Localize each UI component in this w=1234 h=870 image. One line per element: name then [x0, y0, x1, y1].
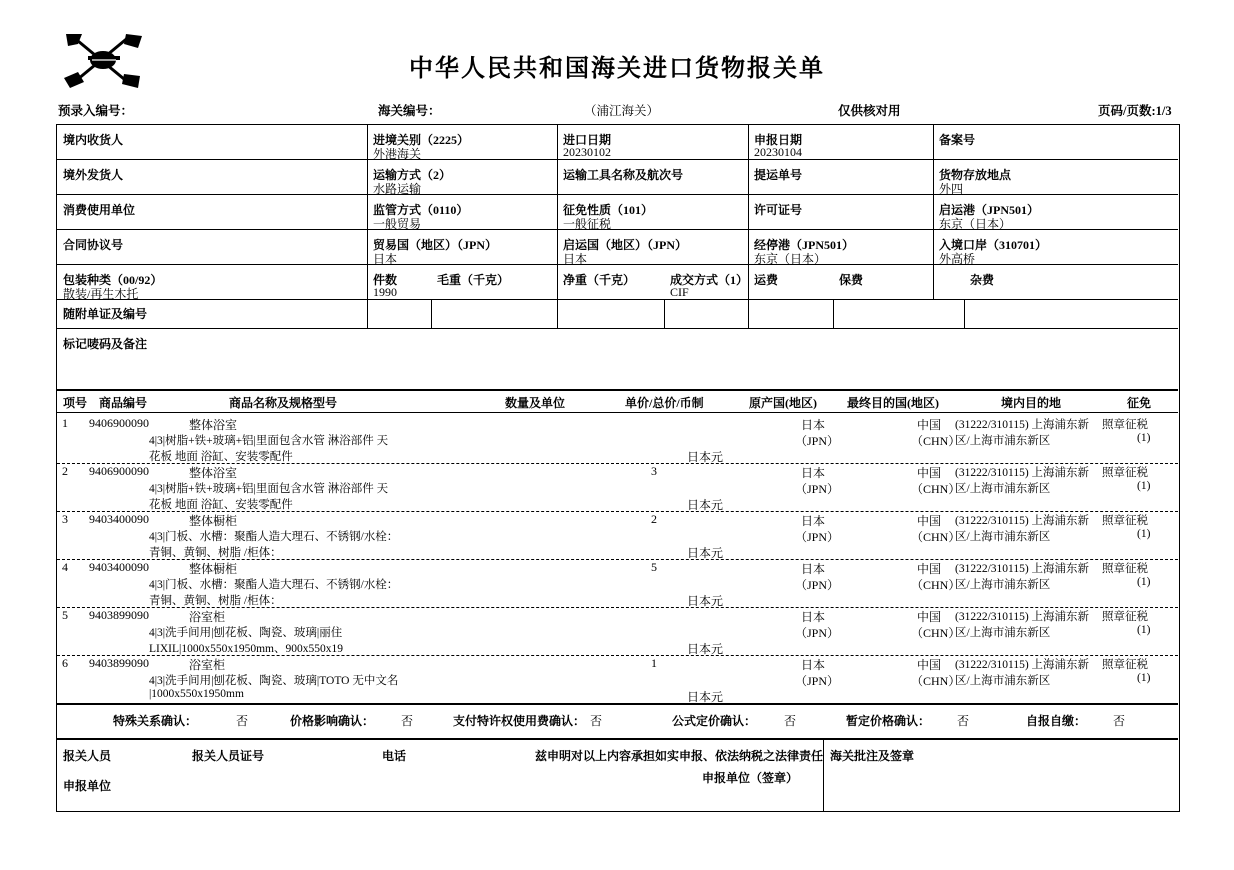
- supervision-label: 监管方式（0110）: [373, 203, 469, 217]
- goods-origin-code: （JPN）: [795, 674, 840, 688]
- goods-origin-code: （JPN）: [795, 626, 840, 640]
- import-date-label: 进口日期: [563, 133, 612, 147]
- goods-spec-1: 4|3|门板、水槽：聚酯人造大理石、不锈钢/水栓：: [149, 531, 399, 543]
- consignor-label: 境外发货人: [63, 168, 124, 182]
- trade-terms-label: 成交方式（1）: [670, 273, 749, 287]
- goods-spec-2: 青铜、黄铜、树脂 /柜体：: [149, 595, 282, 607]
- transit-port-value: 东京（日本）: [754, 252, 827, 266]
- entry-port-value: 外港海关: [373, 147, 422, 161]
- goods-levy-1: 照章征税: [1102, 563, 1148, 575]
- goods-levy-2: (1): [1137, 528, 1151, 540]
- goods-domestic-dest-1: (31222/310115) 上海浦东新: [955, 515, 1090, 527]
- entry-port-label: 进境关别（2225）: [373, 133, 470, 147]
- departure-port-label: 启运港（JPN501）: [939, 203, 1039, 217]
- declare-date-value: 20230104: [754, 145, 802, 159]
- transport-mode-label: 运输方式（2）: [373, 168, 452, 182]
- departure-country-value: 日本: [563, 252, 588, 266]
- goods-spec-1: 4|3|树脂+铁+玻璃+铝|里面包含水管 淋浴部件 天: [149, 483, 389, 495]
- goods-name: 整体橱柜: [189, 514, 238, 528]
- goods-origin: 日本: [801, 562, 826, 576]
- goods-levy-2: (1): [1137, 432, 1151, 444]
- consumer-label: 消费使用单位: [63, 203, 136, 217]
- goods-spec-2: LIXIL|1000x550x1950mm、900x550x19: [149, 643, 343, 655]
- col-qty-unit: 数量及单位: [505, 396, 566, 410]
- declare-date-label: 申报日期: [754, 133, 803, 147]
- levy-nature-label: 征免性质（101）: [563, 203, 654, 217]
- goods-levy-2: (1): [1137, 672, 1151, 684]
- package-count-label: 件数: [373, 273, 398, 287]
- goods-origin: 日本: [801, 514, 826, 528]
- goods-destination-code: （CHN）: [911, 578, 961, 592]
- misc-fee-label: 杂费: [970, 273, 995, 287]
- item-no: 1: [62, 416, 68, 430]
- goods-origin-code: （JPN）: [795, 482, 840, 496]
- goods-destination-code: （CHN）: [911, 530, 961, 544]
- goods-destination: 中国: [917, 514, 942, 528]
- statement-line-2: 申报单位（签章）: [702, 771, 799, 785]
- levy-nature-value: 一般征税: [563, 217, 612, 231]
- col-origin: 原产国(地区): [749, 396, 817, 410]
- goods-levy-1: 照章征税: [1102, 467, 1148, 479]
- goods-currency: 日本元: [687, 498, 724, 512]
- transit-port-label: 经停港（JPN501）: [754, 238, 854, 252]
- goods-origin: 日本: [801, 610, 826, 624]
- trade-country-value: 日本: [373, 252, 398, 266]
- goods-domestic-dest-2: 区/上海市浦东新区: [955, 483, 1051, 495]
- goods-spec-1: 4|3|树脂+铁+玻璃+铝|里面包含水管 淋浴部件 天: [149, 435, 389, 447]
- goods-qty: 5: [651, 560, 657, 574]
- freight-label: 运费: [754, 273, 779, 287]
- contract-no-label: 合同协议号: [63, 238, 124, 252]
- goods-destination: 中国: [917, 418, 942, 432]
- departure-port-value: 东京（日本）: [939, 217, 1012, 231]
- goods-name: 浴室柜: [189, 610, 226, 624]
- goods-destination-code: （CHN）: [911, 434, 961, 448]
- goods-levy-1: 照章征税: [1102, 611, 1148, 623]
- confirm-label-3: 公式定价确认：: [672, 714, 757, 728]
- goods-name: 整体橱柜: [189, 562, 238, 576]
- confirm-label-2: 支付特许权使用费确认：: [453, 714, 586, 728]
- goods-qty: 2: [651, 512, 657, 526]
- goods-destination: 中国: [917, 466, 942, 480]
- goods-destination-code: （CHN）: [911, 626, 961, 640]
- entry-border-value: 外高桥: [939, 252, 976, 266]
- goods-qty: 3: [651, 464, 657, 478]
- goods-currency: 日本元: [687, 690, 724, 704]
- hs-code: 9403899090: [89, 656, 149, 670]
- goods-spec-2: 青铜、黄铜、树脂 /柜体：: [149, 547, 282, 559]
- goods-spec-2: 花板 地面 浴缸、安装零配件: [149, 451, 293, 463]
- col-item-no: 项号: [63, 396, 88, 410]
- item-no: 3: [62, 512, 68, 526]
- statement-line-1: 兹申明对以上内容承担如实申报、依法纳税之法律责任: [535, 749, 824, 763]
- goods-qty: 1: [651, 656, 657, 670]
- confirm-label-0: 特殊关系确认：: [113, 714, 198, 728]
- gross-weight-label: 毛重（千克）: [437, 273, 510, 287]
- confirm-value-0: 否: [236, 714, 249, 728]
- goods-domestic-dest-2: 区/上海市浦东新区: [955, 675, 1051, 687]
- goods-currency: 日本元: [687, 642, 724, 656]
- confirm-label-4: 暂定价格确认：: [846, 714, 931, 728]
- import-date-value: 20230102: [563, 145, 611, 159]
- confirm-value-3: 否: [784, 714, 797, 728]
- goods-spec-1: 4|3|门板、水槽：聚酯人造大理石、不锈钢/水栓：: [149, 579, 399, 591]
- goods-origin: 日本: [801, 466, 826, 480]
- goods-domestic-dest-1: (31222/310115) 上海浦东新: [955, 467, 1090, 479]
- goods-domestic-dest-2: 区/上海市浦东新区: [955, 579, 1051, 591]
- col-domestic-dest: 境内目的地: [1001, 396, 1062, 410]
- goods-spec-2: |1000x550x1950mm: [149, 688, 244, 700]
- goods-levy-2: (1): [1137, 624, 1151, 636]
- confirm-label-1: 价格影响确认：: [290, 714, 375, 728]
- customs-no-label: 海关编号：: [378, 104, 441, 118]
- hs-code: 9403400090: [89, 560, 149, 574]
- transport-mode-value: 水路运输: [373, 182, 422, 196]
- col-destination: 最终目的国(地区): [847, 396, 939, 410]
- hs-code: 9403400090: [89, 512, 149, 526]
- insurance-label: 保费: [839, 273, 864, 287]
- trade-terms-value: CIF: [670, 285, 689, 299]
- item-no: 2: [62, 464, 68, 478]
- hs-code: 9406900090: [89, 416, 149, 430]
- col-price: 单价/总价/币制: [625, 396, 704, 410]
- goods-domestic-dest-2: 区/上海市浦东新区: [955, 627, 1051, 639]
- hs-code: 9403899090: [89, 608, 149, 622]
- page-title: 中华人民共和国海关进口货物报关单: [409, 56, 825, 82]
- goods-levy-1: 照章征税: [1102, 515, 1148, 527]
- goods-domestic-dest-1: (31222/310115) 上海浦东新: [955, 611, 1090, 623]
- customs-note-label: 海关批注及签章: [830, 749, 915, 763]
- item-no: 6: [62, 656, 68, 670]
- goods-name: 整体浴室: [189, 418, 238, 432]
- goods-levy-2: (1): [1137, 576, 1151, 588]
- marks-remarks-label: 标记唛码及备注: [63, 337, 148, 351]
- goods-levy-1: 照章征税: [1102, 659, 1148, 671]
- goods-spec-1: 4|3|洗手间用|刨花板、陶瓷、玻璃|丽住: [149, 627, 343, 639]
- record-no-label: 备案号: [939, 133, 976, 147]
- goods-location-value: 外四: [939, 182, 964, 196]
- confirm-value-1: 否: [401, 714, 414, 728]
- net-weight-label: 净重（千克）: [563, 273, 636, 287]
- goods-destination: 中国: [917, 562, 942, 576]
- entry-border-label: 入境口岸（310701）: [939, 238, 1048, 252]
- agent-label: 报关人员: [63, 749, 112, 763]
- pre-entry-no-label: 预录入编号：: [58, 104, 134, 118]
- goods-origin: 日本: [801, 418, 826, 432]
- goods-destination-code: （CHN）: [911, 482, 961, 496]
- bill-no-label: 提运单号: [754, 168, 803, 182]
- confirm-value-4: 否: [957, 714, 970, 728]
- watermark-text: 仅供核对用: [838, 104, 901, 118]
- goods-currency: 日本元: [687, 594, 724, 608]
- col-levy: 征免: [1127, 396, 1152, 410]
- confirm-label-5: 自报自缴：: [1026, 714, 1087, 728]
- license-label: 许可证号: [754, 203, 803, 217]
- goods-domestic-dest-2: 区/上海市浦东新区: [955, 435, 1051, 447]
- goods-domestic-dest-1: (31222/310115) 上海浦东新: [955, 659, 1090, 671]
- declaration-form-frame: [56, 124, 1180, 812]
- goods-levy-1: 照章征税: [1102, 419, 1148, 431]
- departure-country-label: 启运国（地区）（JPN）: [563, 238, 687, 252]
- agent-id-label: 报关人员证号: [192, 749, 265, 763]
- goods-spec-1: 4|3|洗手间用|刨花板、陶瓷、玻璃|TOTO 无中文名: [149, 675, 399, 687]
- col-goods-name: 商品名称及规格型号: [229, 396, 338, 410]
- vessel-label: 运输工具名称及航次号: [563, 168, 684, 182]
- hs-code: 9406900090: [89, 464, 149, 478]
- item-no: 4: [62, 560, 68, 574]
- supervision-value: 一般贸易: [373, 217, 422, 231]
- col-hs-code: 商品编号: [99, 396, 148, 410]
- goods-spec-2: 花板 地面 浴缸、安装零配件: [149, 499, 293, 511]
- goods-domestic-dest-2: 区/上海市浦东新区: [955, 531, 1051, 543]
- goods-destination-code: （CHN）: [911, 674, 961, 688]
- goods-domestic-dest-1: (31222/310115) 上海浦东新: [955, 563, 1090, 575]
- goods-destination: 中国: [917, 658, 942, 672]
- page-number: 页码/页数:1/3: [1098, 104, 1172, 118]
- goods-name: 浴室柜: [189, 658, 226, 672]
- goods-currency: 日本元: [687, 450, 724, 464]
- customs-district: （浦江海关）: [584, 104, 660, 118]
- confirm-value-2: 否: [590, 714, 603, 728]
- package-type-label: 包装种类（00/92）: [63, 273, 163, 287]
- goods-destination: 中国: [917, 610, 942, 624]
- confirm-value-5: 否: [1113, 714, 1126, 728]
- item-no: 5: [62, 608, 68, 622]
- goods-location-label: 货物存放地点: [939, 168, 1012, 182]
- consignee-label: 境内收货人: [63, 133, 124, 147]
- goods-domestic-dest-1: (31222/310115) 上海浦东新: [955, 419, 1090, 431]
- package-count-value: 1990: [373, 285, 397, 299]
- declare-unit-label: 申报单位: [63, 779, 112, 793]
- goods-origin-code: （JPN）: [795, 530, 840, 544]
- attached-docs-label: 随附单证及编号: [63, 307, 148, 321]
- goods-name: 整体浴室: [189, 466, 238, 480]
- goods-origin-code: （JPN）: [795, 434, 840, 448]
- trade-country-label: 贸易国（地区）（JPN）: [373, 238, 497, 252]
- goods-origin-code: （JPN）: [795, 578, 840, 592]
- goods-currency: 日本元: [687, 546, 724, 560]
- goods-origin: 日本: [801, 658, 826, 672]
- phone-label: 电话: [382, 749, 407, 763]
- goods-levy-2: (1): [1137, 480, 1151, 492]
- package-type-value: 散装/再生木托: [63, 287, 139, 301]
